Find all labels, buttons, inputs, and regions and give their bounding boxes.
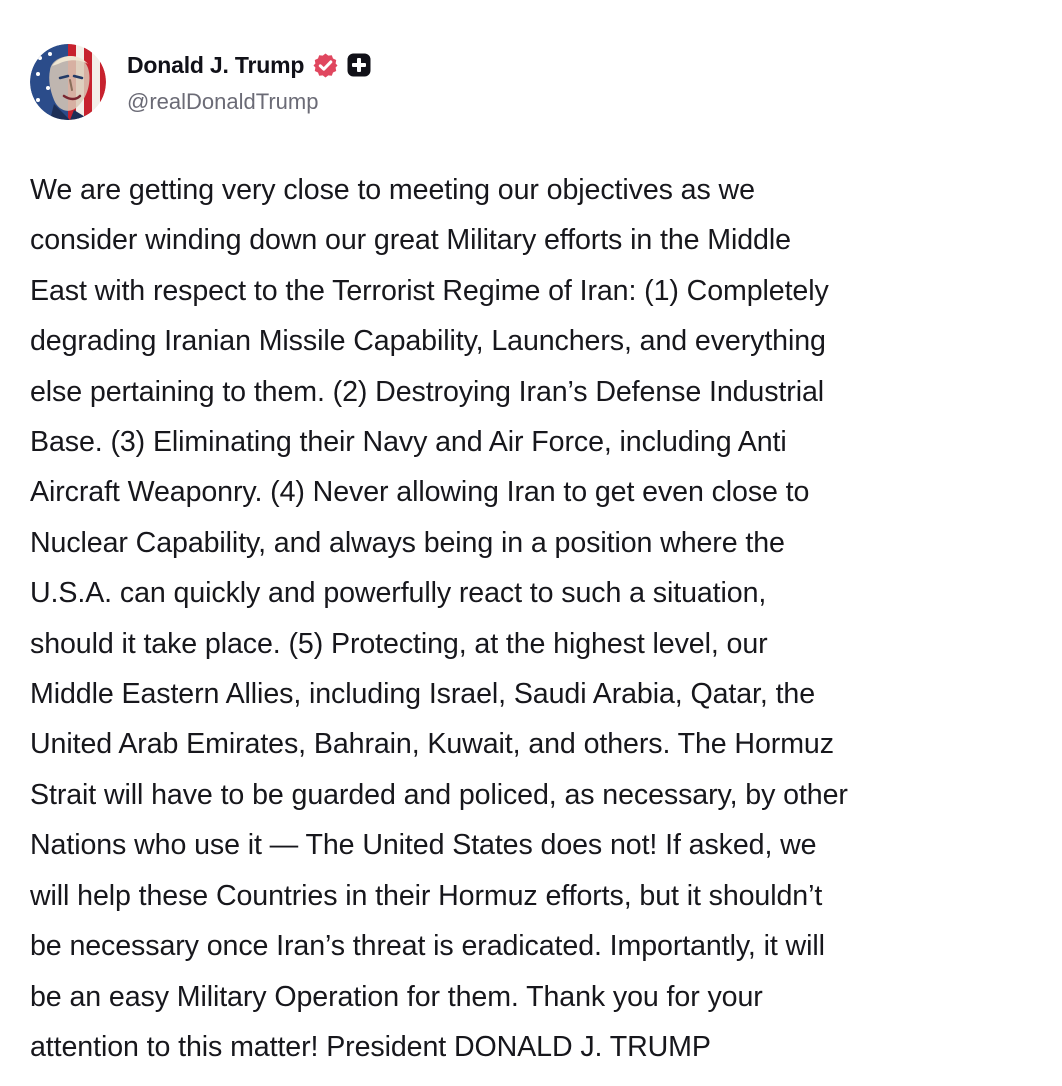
post-text-line: should it take place. (5) Protecting, at the highest level, our [30, 627, 768, 660]
verified-badge-icon [312, 52, 339, 79]
post-text-line: Strait will have to be guarded and policed, as necessary, by other [30, 778, 848, 811]
post-text-line: consider winding down our great Military efforts in the Middle [30, 224, 791, 257]
author-name-row [127, 50, 371, 80]
author-handle[interactable]: @realDonaldTrump [127, 89, 319, 114]
post-text-line: United Arab Emirates, Bahrain, Kuwait, and others. The Hormuz [30, 728, 834, 761]
post-header [30, 44, 371, 120]
post-text-line: attention to this matter! President DONALD J. TRUMP [30, 1030, 711, 1063]
post-text-line: Nuclear Capability, and always being in a position where the [30, 526, 785, 559]
post-text-line: will help these Countries in their Hormuz efforts, but it shouldn’t [30, 879, 823, 912]
post-body-text [30, 165, 1040, 1072]
post-text-line: Base. (3) Eliminating their Navy and Air Force, including Anti [30, 426, 787, 459]
post-text-line: else pertaining to them. (2) Destroying Iran’s Defense Industrial [30, 375, 824, 408]
post-text-line: U.S.A. can quickly and powerfully react to such a situation, [30, 577, 767, 610]
plus-badge-icon [347, 53, 371, 77]
post-text-line: be necessary once Iran’s threat is eradicated. Importantly, it will [30, 930, 825, 963]
avatar-image [30, 44, 106, 120]
post-text-line: Nations who use it — The United States does not! If asked, we [30, 829, 817, 862]
post-text-line: degrading Iranian Missile Capability, Launchers, and everything [30, 325, 826, 358]
author-info [127, 44, 371, 115]
profile-avatar[interactable] [30, 44, 106, 120]
post-text-line: Aircraft Weaponry. (4) Never allowing Iran to get even close to [30, 476, 810, 509]
post-text-line: East with respect to the Terrorist Regime of Iran: (1) Completely [30, 274, 829, 307]
post-text-line: We are getting very close to meeting our objectives as we [30, 174, 755, 206]
author-display-name[interactable]: Donald J. Trump [127, 51, 305, 78]
post-text-line: be an easy Military Operation for them. Thank you for your [30, 980, 763, 1013]
post-text-line: Middle Eastern Allies, including Israel, Saudi Arabia, Qatar, the [30, 678, 816, 711]
